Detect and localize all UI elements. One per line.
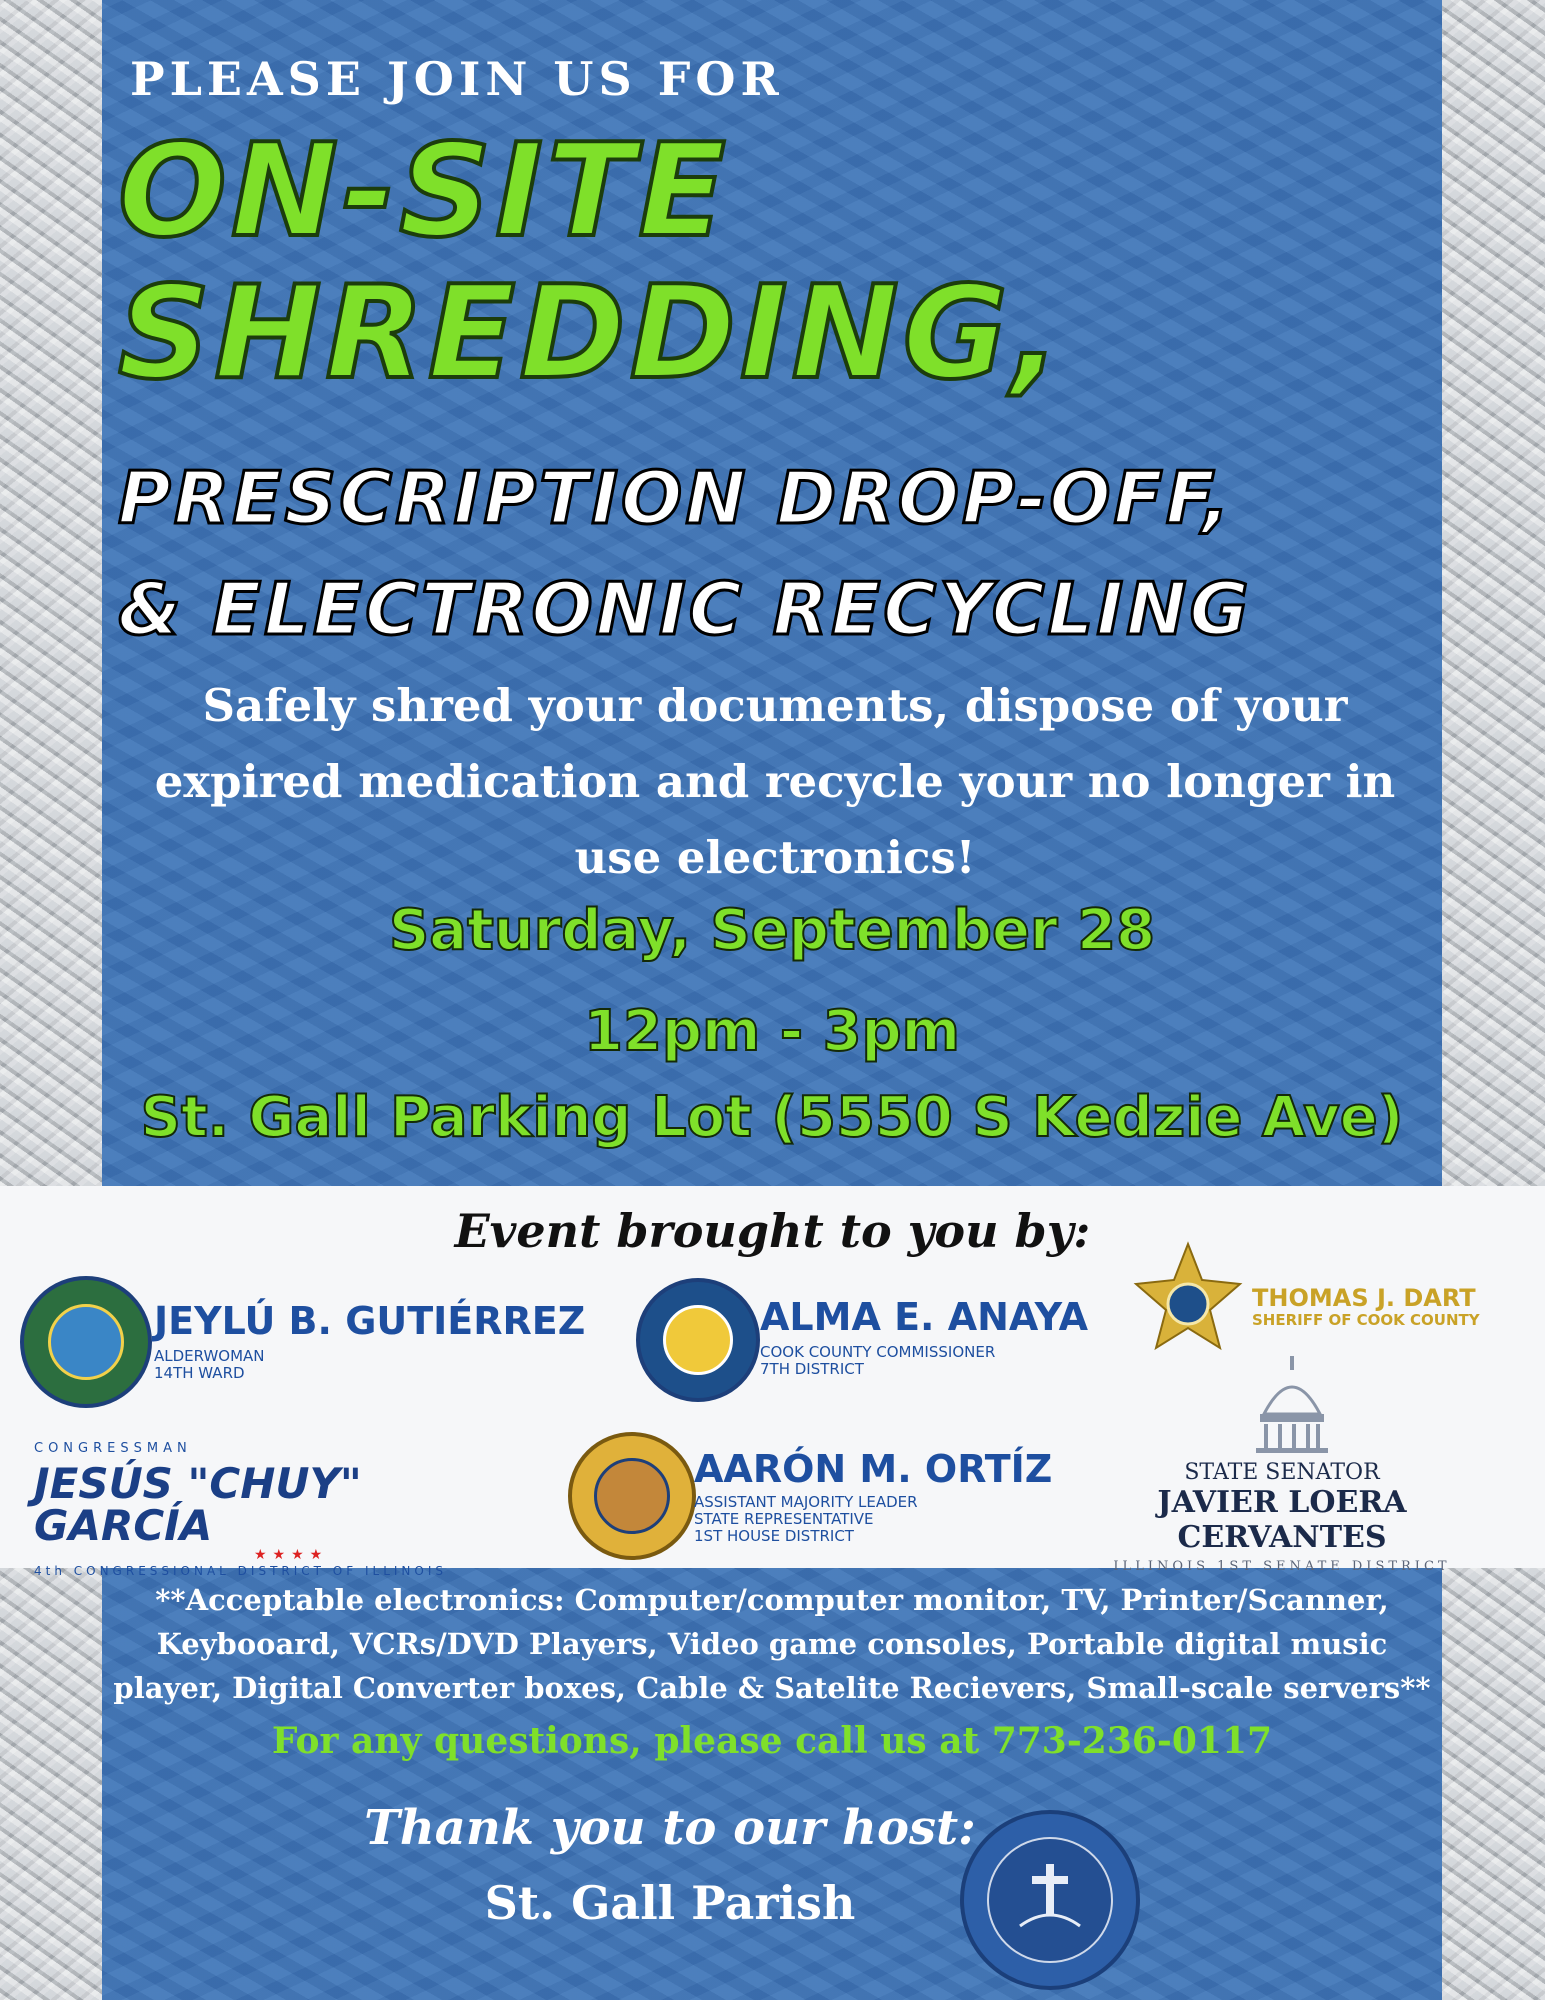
sponsor-name: ALMA E. ANAYA [760,1295,1088,1339]
sponsor-garcia [34,1440,544,1580]
event-time: 12pm - 3pm [583,999,960,1064]
host-thanks: Thank you to our host: [364,1800,976,1856]
sponsor-title: ASSISTANT MAJORITY LEADER [694,1493,918,1511]
capitol-dome-icon [1250,1354,1334,1454]
sponsor-title: 1ST HOUSE DISTRICT [694,1527,854,1545]
sponsor-title: ALDERWOMAN [154,1347,265,1365]
sponsor-name: THOMAS J. DART [1252,1284,1476,1312]
illinois-state-seal-icon [568,1432,696,1560]
sponsor-name: JAVIER LOERA CERVANTES [1157,1485,1407,1555]
sponsor-prefix: STATE SENATOR [1184,1460,1380,1485]
sponsor-anaya [760,1295,1088,1378]
sponsor-title: COOK COUNTY COMMISSIONER [760,1343,996,1361]
sponsor-title: 7TH DISTRICT [760,1360,864,1378]
sponsor-prefix: CONGRESSMAN [34,1441,192,1456]
event-date: Saturday, September 28 [388,898,1156,963]
sponsor-title: 4th CONGRESSIONAL DISTRICT OF ILLINOIS [34,1564,447,1578]
subtitle-line-2: & ELECTRONIC RECYCLING [118,567,1252,651]
acceptable-electronics: **Acceptable electronics: Computer/computer monitor, TV, Printer/Scanner, Keybooard, VCRs/DVD Players, Video game consoles, Portable digital music player, Digital Converter boxes, Cable & Satelite Recievers, Small-scale servers** [113,1583,1431,1705]
host-name: St. Gall Parish [484,1876,856,1930]
sponsor-title: SHERIFF OF COOK COUNTY [1252,1311,1480,1329]
sheriff-star-icon [1132,1240,1244,1368]
invite-line: PLEASE JOIN US FOR [130,52,784,106]
event-location: St. Gall Parking Lot (5550 S Kedzie Ave) [140,1085,1404,1150]
sponsor-title: ILLINOIS 1ST SENATE DISTRICT [1113,1559,1451,1574]
sponsor-cervantes [1062,1460,1502,1574]
event-description: Safely shred your documents, dispose of your expired medication and recycle your no longer in use electronics! [154,679,1396,884]
stars-icon: ★★★★ [254,1547,329,1563]
sponsor-gutierrez [154,1299,586,1382]
subtitle-line-1: PRESCRIPTION DROP-OFF, [118,456,1233,540]
title-line-1: ON-SITE [118,117,730,266]
sponsor-title: 14TH WARD [154,1364,245,1382]
sponsor-ortiz [694,1447,1053,1545]
title-line-2: SHREDDING, [118,259,1065,408]
sponsor-name: JEYLÚ B. GUTIÉRREZ [154,1299,586,1343]
sponsor-name: JESÚS "CHUY" GARCÍA [34,1459,362,1550]
sponsor-name: AARÓN M. ORTÍZ [694,1447,1053,1491]
sponsor-dart [1252,1286,1480,1329]
city-of-chicago-seal-icon [20,1276,152,1408]
sponsor-title: STATE REPRESENTATIVE [694,1510,874,1528]
parish-seal-icon [958,1808,1142,1992]
sponsors-heading: Event brought to you by: [454,1204,1091,1258]
cook-county-seal-icon [636,1278,760,1402]
phone-line: For any questions, please call us at 773-236-0117 [271,1720,1273,1762]
